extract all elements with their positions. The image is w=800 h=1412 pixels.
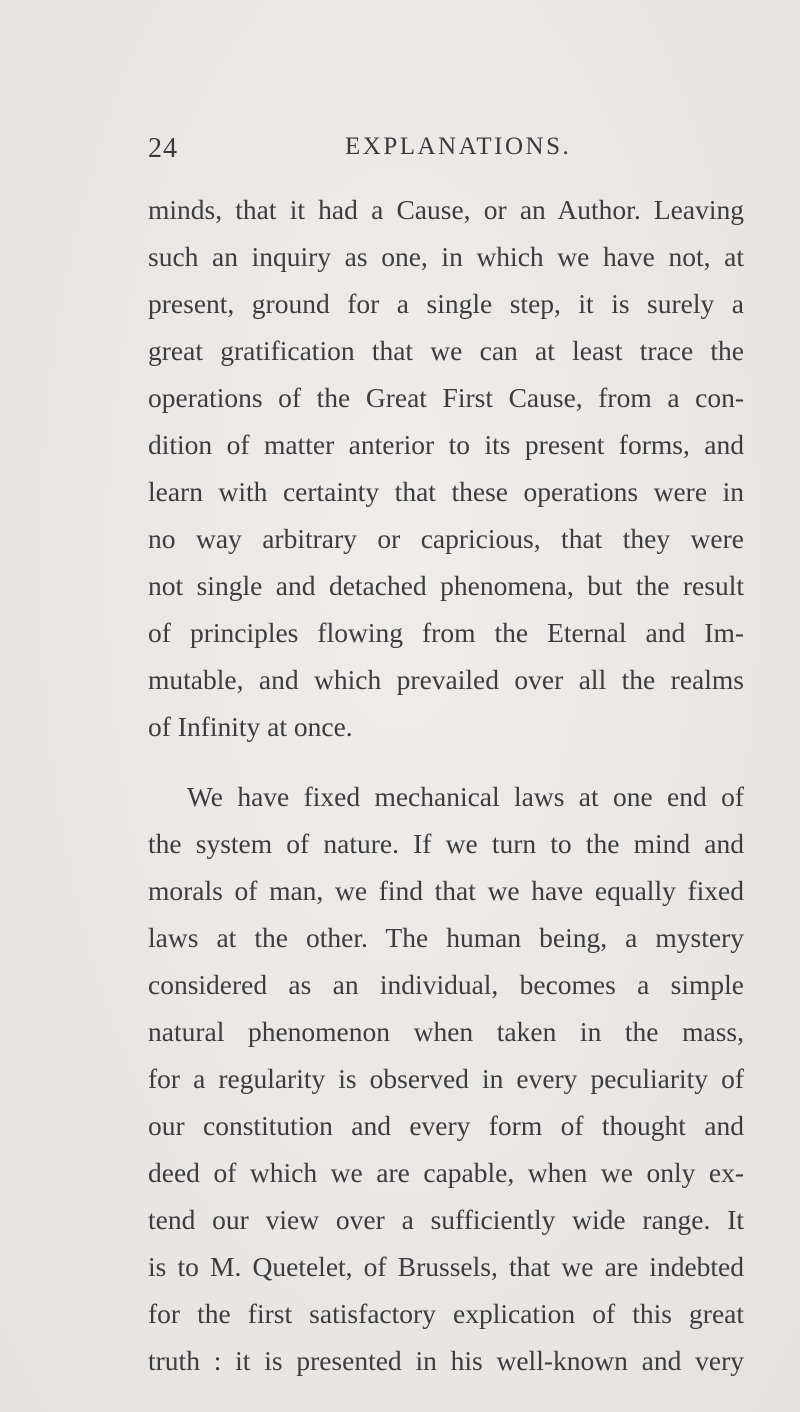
text-line: present, ground for a single step, it is surely a xyxy=(148,288,744,319)
text-line: for the first satisfactory explication of this great xyxy=(148,1298,744,1329)
text-line: our constitution and every form of thought and xyxy=(148,1110,744,1141)
text-line: not single and detached phenomena, but the result xyxy=(148,570,744,601)
text-line: morals of man, we find that we have equally fixed xyxy=(148,875,744,906)
text-line: dition of matter anterior to its present forms, and xyxy=(148,429,744,460)
text-line: no way arbitrary or capricious, that they were xyxy=(148,523,744,554)
text-line: mutable, and which prevailed over all the realms xyxy=(148,664,744,695)
text-line: for a regularity is observed in every peculiarity of xyxy=(148,1063,744,1094)
text-line: laws at the other. The human being, a mystery xyxy=(148,922,744,953)
text-line: learn with certainty that these operations were in xyxy=(148,476,744,507)
text-line: the system of nature. If we turn to the mind and xyxy=(148,828,744,859)
text-line: minds, that it had a Cause, or an Author. Leaving xyxy=(148,194,744,225)
text-line: natural phenomenon when taken in the mass, xyxy=(148,1016,744,1047)
text-line: deed of which we are capable, when we only ex- xyxy=(148,1157,744,1188)
text-line: considered as an individual, becomes a simple xyxy=(148,969,744,1000)
text-line: such an inquiry as one, in which we have not, at xyxy=(148,241,744,272)
text-line: great gratification that we can at least trace the xyxy=(148,335,744,366)
text-line: of principles flowing from the Eternal and Im- xyxy=(148,617,744,648)
text-line: operations of the Great First Cause, from a con- xyxy=(148,382,744,413)
running-title: EXPLANATIONS. xyxy=(345,133,572,160)
text-line: of Infinity at once. xyxy=(148,711,353,742)
text-line: tend our view over a sufficiently wide range. It xyxy=(148,1204,744,1235)
text-line: truth : it is presented in his well-known and very xyxy=(148,1345,744,1376)
page-number: 24 xyxy=(148,133,178,164)
page-header xyxy=(148,133,748,173)
text-line: We have fixed mechanical laws at one end of xyxy=(187,781,744,812)
text-line: is to M. Quetelet, of Brussels, that we are indebted xyxy=(148,1251,744,1282)
